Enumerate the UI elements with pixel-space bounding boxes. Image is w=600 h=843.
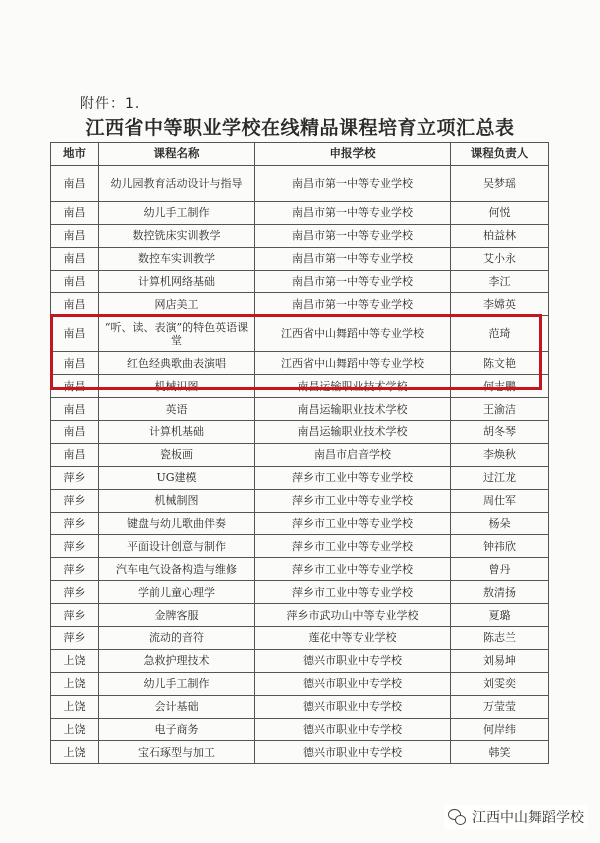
course-lead-cell: 王渝洁 (451, 398, 549, 421)
table-body (51, 165, 549, 763)
city-cell: 南昌 (51, 201, 99, 224)
table-row (51, 512, 549, 535)
school-cell: 南昌市第一中等专业学校 (255, 293, 451, 316)
city-cell: 南昌 (51, 375, 99, 398)
watermark-text: 江西中山舞蹈学校 (472, 810, 584, 826)
table-row (51, 627, 549, 650)
school-cell: 萍乡市武功山中等专业学校 (255, 604, 451, 627)
school-cell: 南昌市第一中等专业学校 (255, 201, 451, 224)
course-lead-cell: 陈志兰 (451, 627, 549, 650)
course-name-cell: 机械制图 (99, 489, 255, 512)
course-lead-cell: 陈文艳 (451, 352, 549, 375)
course-name-cell: 网店美工 (99, 293, 255, 316)
table-row (51, 672, 549, 695)
school-cell: 萍乡市工业中等专业学校 (255, 512, 451, 535)
wechat-icon (448, 809, 466, 825)
table-header-row (51, 143, 549, 166)
city-cell: 南昌 (51, 398, 99, 421)
wechat-watermark (444, 805, 588, 829)
table-row (51, 316, 549, 352)
course-name-cell: 宝石琢型与加工 (99, 741, 255, 764)
course-name-cell: 金牌客服 (99, 604, 255, 627)
course-name-cell: 学前儿童心理学 (99, 581, 255, 604)
table-row (51, 604, 549, 627)
course-lead-cell: 柏益林 (451, 224, 549, 247)
course-lead-cell: 万莹莹 (451, 695, 549, 718)
city-cell: 上饶 (51, 695, 99, 718)
course-lead-cell: 何志鹏 (451, 375, 549, 398)
course-name-cell: 急救护理技术 (99, 649, 255, 672)
city-cell: 萍乡 (51, 466, 99, 489)
course-lead-cell: 艾小永 (451, 247, 549, 270)
header-course-name: 课程名称 (99, 143, 255, 166)
course-lead-cell: 李焕秋 (451, 443, 549, 466)
table-row (51, 489, 549, 512)
course-name-cell: 红色经典歌曲表演唱 (99, 352, 255, 375)
table-row (51, 352, 549, 375)
table-row (51, 695, 549, 718)
city-cell: 萍乡 (51, 604, 99, 627)
course-name-cell: 键盘与幼儿歌曲伴奏 (99, 512, 255, 535)
table-row (51, 421, 549, 444)
table-row (51, 293, 549, 316)
school-cell: 德兴市职业中专学校 (255, 695, 451, 718)
school-cell: 德兴市职业中专学校 (255, 649, 451, 672)
attachment-label: 附件：1. (80, 96, 141, 112)
city-cell: 萍乡 (51, 581, 99, 604)
header-city: 地市 (51, 143, 99, 166)
city-cell: 南昌 (51, 352, 99, 375)
table-row (51, 375, 549, 398)
table-row (51, 535, 549, 558)
course-lead-cell: 钟祎欣 (451, 535, 549, 558)
school-cell: 萍乡市工业中等专业学校 (255, 466, 451, 489)
course-name-cell: 流动的音符 (99, 627, 255, 650)
city-cell: 南昌 (51, 165, 99, 201)
course-name-cell: 数控铣床实训教学 (99, 224, 255, 247)
school-cell: 萍乡市工业中等专业学校 (255, 535, 451, 558)
city-cell: 上饶 (51, 649, 99, 672)
course-name-cell: UG建模 (99, 466, 255, 489)
table-row (51, 270, 549, 293)
course-name-cell: 幼儿园教育活动设计与指导 (99, 165, 255, 201)
city-cell: 南昌 (51, 224, 99, 247)
school-cell: 萍乡市工业中等专业学校 (255, 581, 451, 604)
city-cell: 南昌 (51, 293, 99, 316)
city-cell: 上饶 (51, 672, 99, 695)
course-lead-cell: 何岸纬 (451, 718, 549, 741)
table-row (51, 649, 549, 672)
school-cell: 德兴市职业中专学校 (255, 741, 451, 764)
course-name-cell: 英语 (99, 398, 255, 421)
city-cell: 萍乡 (51, 558, 99, 581)
course-lead-cell: 周仕军 (451, 489, 549, 512)
school-cell: 南昌运输职业技术学校 (255, 398, 451, 421)
city-cell: 南昌 (51, 270, 99, 293)
course-lead-cell: 曾丹 (451, 558, 549, 581)
city-cell: 南昌 (51, 443, 99, 466)
course-name-cell: 电子商务 (99, 718, 255, 741)
city-cell: 萍乡 (51, 512, 99, 535)
school-cell: 德兴市职业中专学校 (255, 718, 451, 741)
school-cell: 南昌市启音学校 (255, 443, 451, 466)
course-lead-cell: 李江 (451, 270, 549, 293)
school-cell: 南昌市第一中等专业学校 (255, 165, 451, 201)
city-cell: 萍乡 (51, 627, 99, 650)
course-name-cell: “听、读、表演”的特色英语课堂 (99, 316, 255, 352)
course-name-cell: 幼儿手工制作 (99, 672, 255, 695)
course-lead-cell: 范琦 (451, 316, 549, 352)
course-lead-cell: 过江龙 (451, 466, 549, 489)
city-cell: 萍乡 (51, 489, 99, 512)
table-row (51, 247, 549, 270)
school-cell: 萍乡市工业中等专业学校 (255, 489, 451, 512)
course-lead-cell: 夏璐 (451, 604, 549, 627)
table-row (51, 165, 549, 201)
course-lead-cell: 李嫦英 (451, 293, 549, 316)
course-lead-cell: 刘易坤 (451, 649, 549, 672)
city-cell: 萍乡 (51, 535, 99, 558)
course-name-cell: 汽车电气设备构造与维修 (99, 558, 255, 581)
header-course-lead: 课程负责人 (451, 143, 549, 166)
table-row (51, 466, 549, 489)
school-cell: 江西省中山舞蹈中等专业学校 (255, 352, 451, 375)
city-cell: 南昌 (51, 316, 99, 352)
table-row (51, 443, 549, 466)
school-cell: 萍乡市工业中等专业学校 (255, 558, 451, 581)
city-cell: 上饶 (51, 741, 99, 764)
course-name-cell: 机械识图 (99, 375, 255, 398)
course-name-cell: 计算机网络基础 (99, 270, 255, 293)
table-row (51, 224, 549, 247)
course-name-cell: 计算机基础 (99, 421, 255, 444)
school-cell: 南昌市第一中等专业学校 (255, 270, 451, 293)
city-cell: 南昌 (51, 247, 99, 270)
course-lead-cell: 韩笑 (451, 741, 549, 764)
course-name-cell: 平面设计创意与制作 (99, 535, 255, 558)
table-row (51, 741, 549, 764)
table-row (51, 201, 549, 224)
course-name-cell: 会计基础 (99, 695, 255, 718)
document-title: 江西省中等职业学校在线精品课程培育立项汇总表 (85, 117, 515, 139)
city-cell: 南昌 (51, 421, 99, 444)
school-cell: 莲花中等专业学校 (255, 627, 451, 650)
school-cell: 德兴市职业中专学校 (255, 672, 451, 695)
course-lead-cell: 刘雯奕 (451, 672, 549, 695)
table-row (51, 581, 549, 604)
table-row (51, 718, 549, 741)
school-cell: 南昌运输职业技术学校 (255, 375, 451, 398)
project-table (50, 142, 549, 764)
header-school: 申报学校 (255, 143, 451, 166)
course-lead-cell: 敖清扬 (451, 581, 549, 604)
school-cell: 江西省中山舞蹈中等专业学校 (255, 316, 451, 352)
school-cell: 南昌市第一中等专业学校 (255, 247, 451, 270)
course-name-cell: 瓷板画 (99, 443, 255, 466)
course-name-cell: 幼儿手工制作 (99, 201, 255, 224)
course-name-cell: 数控车实训教学 (99, 247, 255, 270)
school-cell: 南昌运输职业技术学校 (255, 421, 451, 444)
course-lead-cell: 吴梦瑶 (451, 165, 549, 201)
table-row (51, 398, 549, 421)
city-cell: 上饶 (51, 718, 99, 741)
table-row (51, 558, 549, 581)
course-lead-cell: 杨朵 (451, 512, 549, 535)
course-lead-cell: 胡冬琴 (451, 421, 549, 444)
course-lead-cell: 何悦 (451, 201, 549, 224)
school-cell: 南昌市第一中等专业学校 (255, 224, 451, 247)
